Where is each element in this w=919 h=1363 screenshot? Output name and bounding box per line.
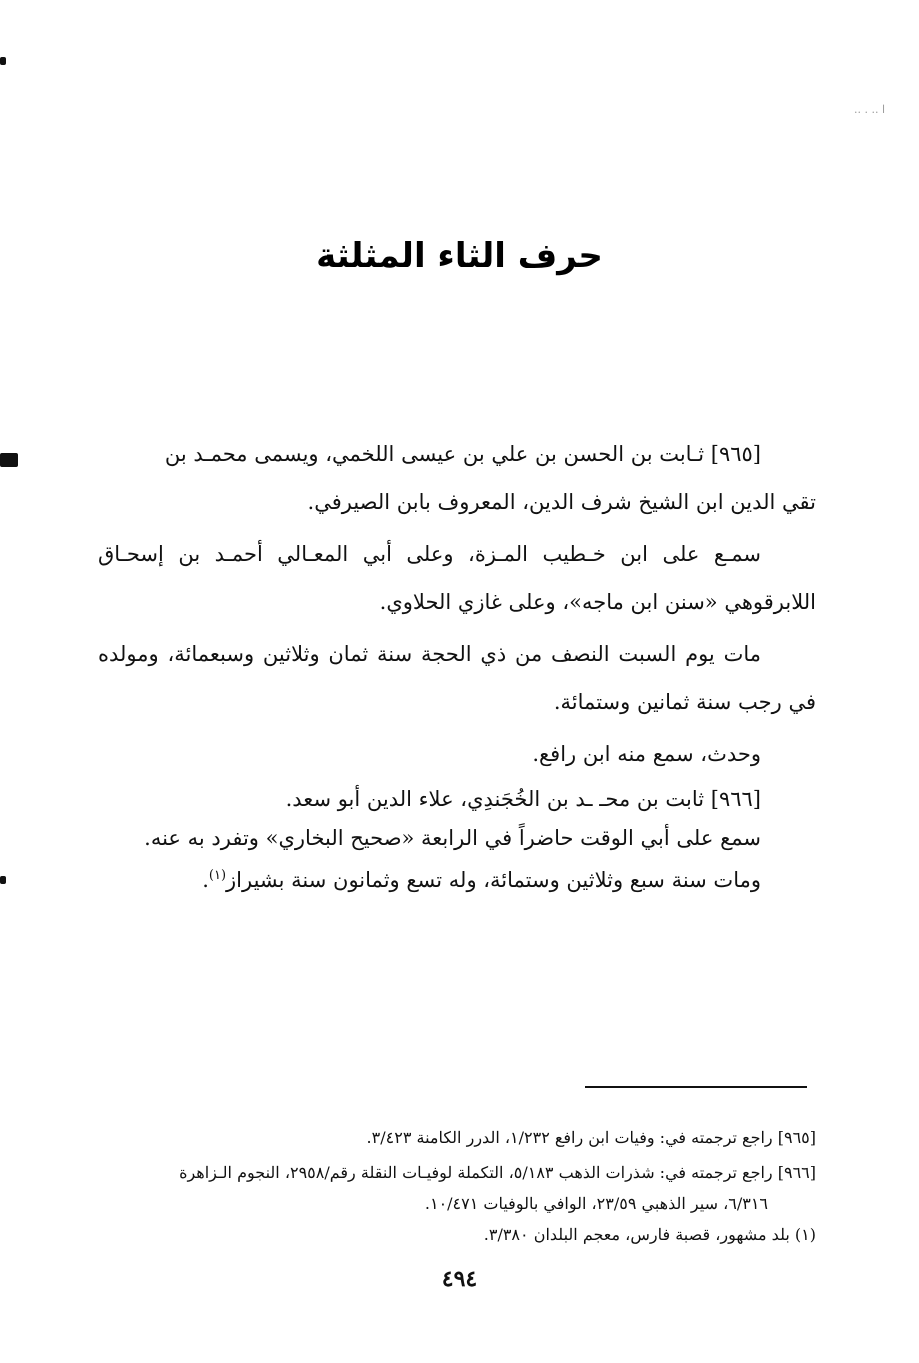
footnote-965: [٩٦٥] راجع ترجمته في: وفيات ابن رافع ١/٢٣٢، الدرر الكامنة ٣/٤٢٣. (366, 1128, 816, 1147)
entry-965-line-1: [٩٦٥] ثـابت بن الحسن بن علي بن عيسى اللخمي، ويسمى محمـد بن (164, 442, 761, 466)
page-number: ٤٩٤ (441, 1266, 478, 1292)
entry-965-death: مات يوم السبت النصف من ذي الحجة سنة ثمان وثلاثين وسبعمائة، ومولده في رجب سنة ثمانين وستمائة. (98, 642, 816, 714)
entry-965-teachers: سمـع على ابن خـطيب المـزة، وعلى أبي المعـالي أحمـد بن إسحـاق اللابرقوهي «سنن ابن ماجه»، وعلى غازي الحلاوي. (98, 542, 816, 614)
chapter-title: حرف الثاء المثلثة (316, 236, 603, 276)
entry-966-death-text: ومات سنة سبع وثلاثين وستمائة، وله تسع وثمانون سنة بشيراز (226, 868, 761, 892)
entry-965-line-2: تقي الدين ابن الشيخ شرف الدين، المعروف بابن الصيرفي. (307, 490, 816, 514)
scan-speck (0, 57, 6, 65)
footnotes (88, 1122, 816, 1250)
footnote-separator (585, 1086, 807, 1088)
scan-speck (0, 876, 6, 884)
entry-966-death-end: . (202, 868, 209, 892)
footnote-966-continuation: ٦/٣١٦، سير الذهبي ٢٣/٥٩، الوافي بالوفيات ١٠/٤٧١. (424, 1194, 768, 1213)
entry-966-death (98, 856, 816, 900)
footnote-ref-1: (١) (208, 868, 227, 883)
scan-speck (0, 453, 18, 467)
entry-965-narration: وحدث، سمع منه ابن رافع. (532, 742, 761, 766)
entry-966-hearing: سمع على أبي الوقت حاضراً في الرابعة «صحيح البخاري» وتفرد به عنه. (144, 826, 761, 850)
corner-pencil-note: ا .. . .. (853, 103, 885, 116)
footnote-966: [٩٦٦] راجع ترجمته في: شذرات الذهب ٥/١٨٣، التكملة لوفيـات النقلة رقم/٢٩٥٨، النجوم الـزاهرة (179, 1163, 816, 1182)
footnote-1: (١) بلد مشهور، قصبة فارس، معجم البلدان ٣/٣٨٠. (483, 1225, 816, 1244)
main-text (98, 430, 816, 900)
entry-966-heading: [٩٦٦] ثابت بن محـ ـد بن الخُجَندِي، علاء الدين أبو سعد. (285, 787, 761, 811)
